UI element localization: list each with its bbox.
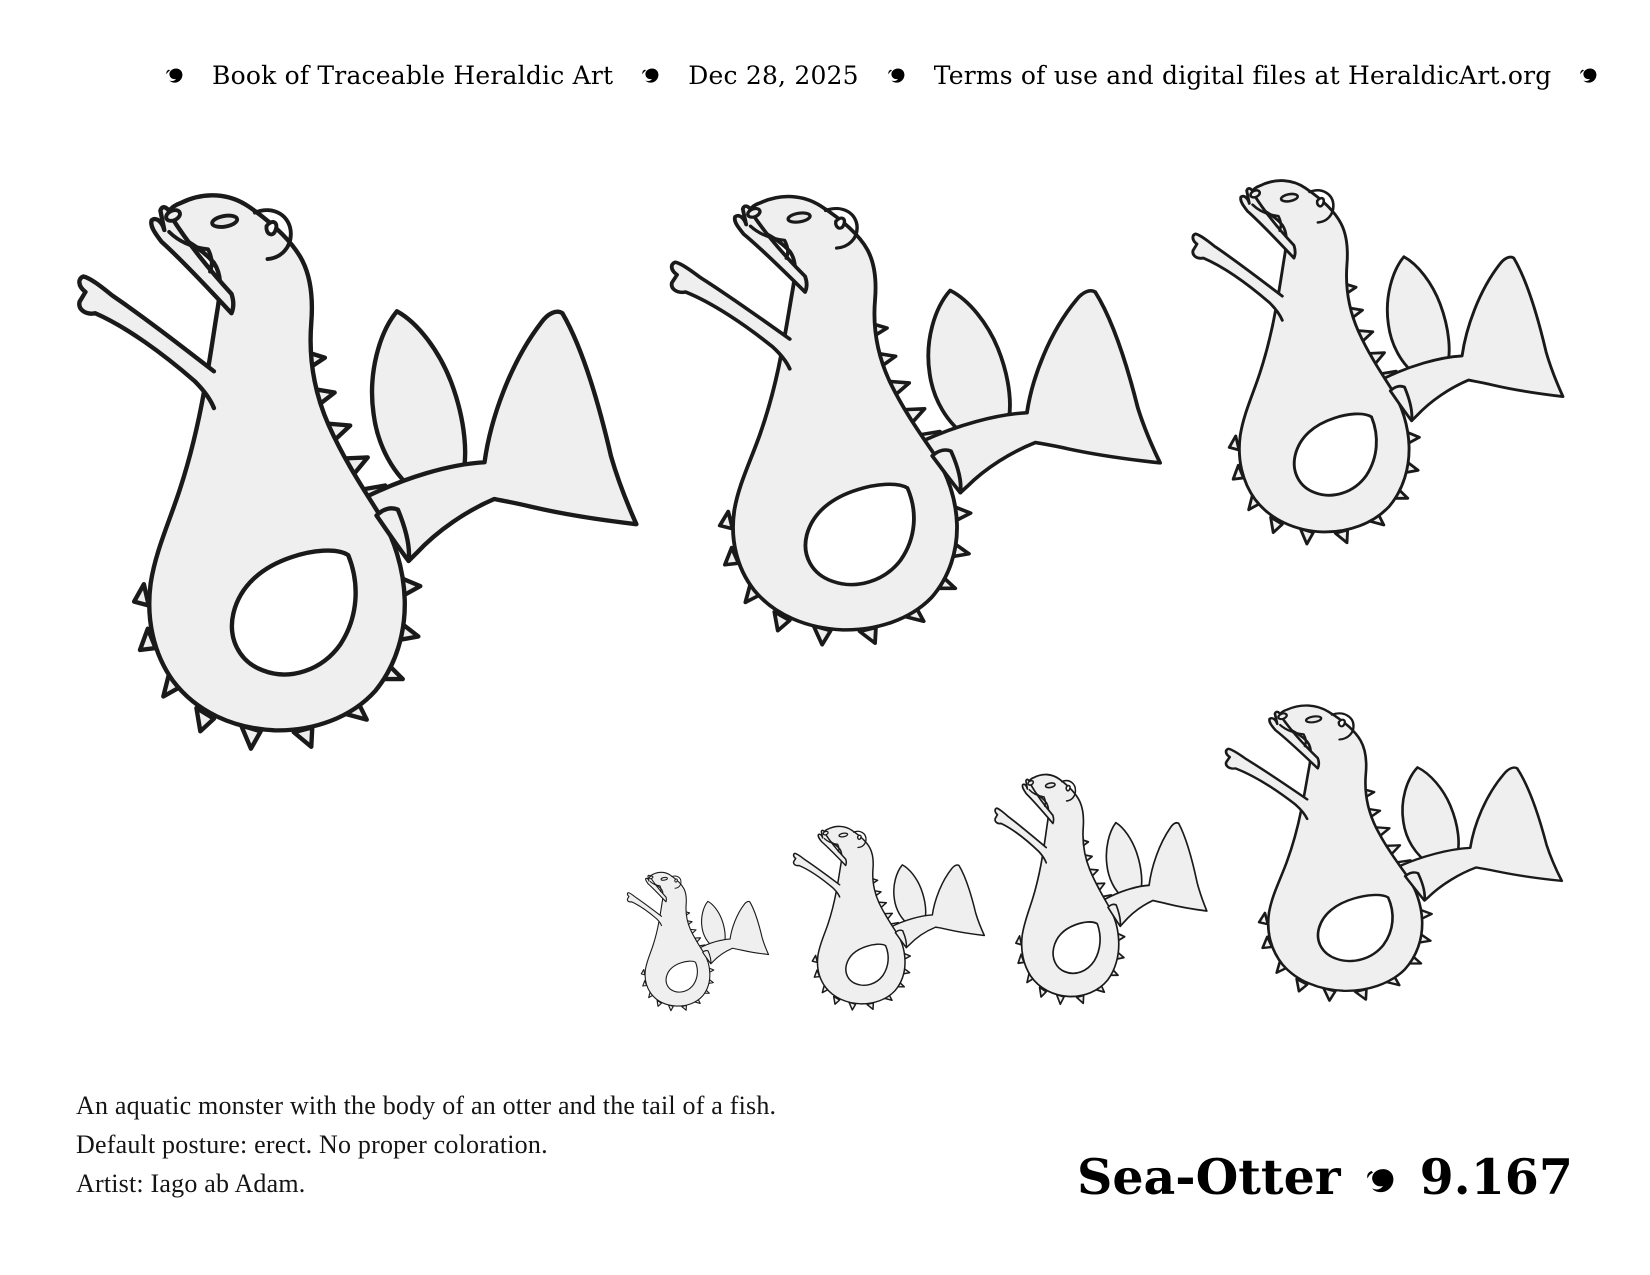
sea-otter-figure-3 [1184, 164, 1572, 558]
sea-otter-figure-1 [66, 170, 650, 770]
description-line-3: Artist: Iago ab Adam. [76, 1169, 306, 1198]
sea-otter-figure-5 [789, 818, 989, 1017]
charge-description [76, 1086, 776, 1203]
book-title: Book of Traceable Heraldic Art [212, 60, 614, 90]
fleuron-icon [641, 66, 660, 85]
header-terms: Terms of use and digital files at HeraldicArt.org [933, 60, 1552, 90]
header-date: Dec 28, 2025 [688, 60, 859, 90]
sea-otter-figure-4 [624, 866, 772, 1016]
charge-title: Sea-Otter [1076, 1148, 1341, 1206]
sea-otter-figure-7 [1218, 692, 1570, 1012]
fleuron-icon [165, 66, 184, 85]
fleuron-icon [887, 66, 906, 85]
sea-otter-figure-2 [660, 176, 1172, 662]
fleuron-icon [1365, 1159, 1396, 1196]
fleuron-icon [1579, 66, 1598, 85]
description-line-1: An aquatic monster with the body of an otter and the tail of a fish. [76, 1091, 777, 1120]
page-header [165, 58, 1598, 92]
charge-number: 9.167 [1419, 1148, 1573, 1206]
description-line-2: Default posture: erect. No proper coloration. [76, 1130, 548, 1159]
charge-title-block [1077, 1148, 1573, 1206]
sea-otter-figure-6 [990, 764, 1212, 1013]
